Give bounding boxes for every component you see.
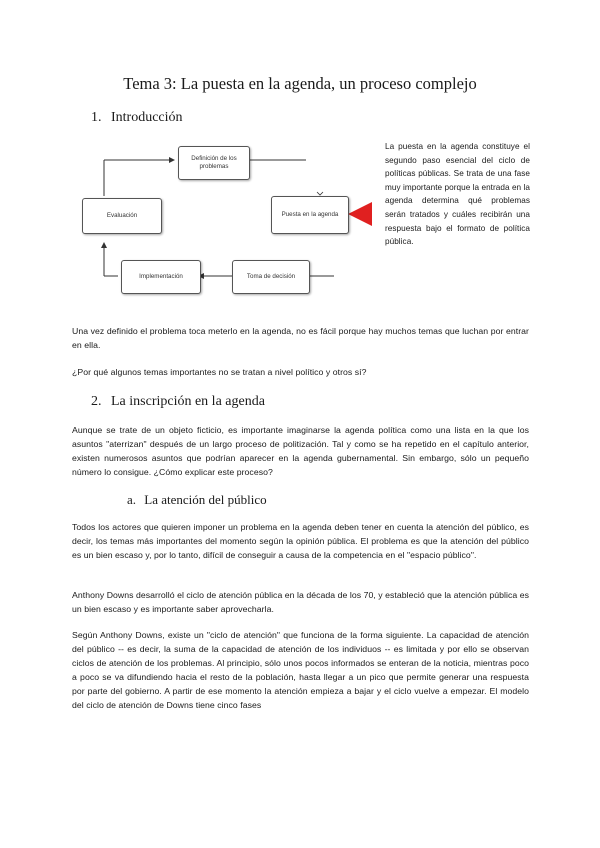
- paragraph-inscripcion: Aunque se trate de un objeto ficticio, es importante imaginarse la agenda política como una lista en la que los asuntos "aterrizan" después de un largo proceso de politización. Tal y como se ha repetido en el capítulo anterior, existen numerosos asuntos que podrían aparecer en la agenda gubernamental. Sin embargo, sólo un pequeño número lo consigue. ¿Cómo explicar este proceso?: [72, 425, 529, 477]
- box-puesta-agenda: Puesta en la agenda: [271, 196, 349, 234]
- paragraph-atencion-1: Todos los actores que quieren imponer un problema en la agenda deben tener en cuenta la atención del público, es decir, los temas más importantes del momento según la opinión pública. El problema es que la atención del público es un bien escaso y, por lo tanto, difícil de conseguir a causa de la competencia en el "espacio público".: [72, 522, 529, 560]
- section-title: Introducción: [111, 110, 183, 125]
- section-heading-introduccion: [91, 110, 183, 126]
- page-title: Tema 3: La puesta en la agenda, un proceso complejo: [123, 74, 477, 93]
- box-implementacion: Implementación: [121, 260, 201, 294]
- paragraph-atencion-3: Según Anthony Downs, existe un "ciclo de atención" que funciona de la forma siguiente. La capacidad de atención del público -- es decir, la suma de la capacidad de atención de los individuos -- es limitada y por ello se observan ciclos de atención de los problemas. Al principio, sólo unos pocos informados se enteran de la noticia, mientras poco a poco se va difundiendo hacia el resto de la población, hasta llegar a un pico que permite generar una respuesta por parte del gobierno. A partir de ese momento la atención empieza a bajar y el ciclo vuelve a empezar. El modelo del ciclo de atención de Downs tiene cinco fases: [72, 630, 529, 710]
- paragraph-atencion-2: Anthony Downs desarrolló el ciclo de atención pública en la década de los 70, y estableció que la atención pública es un bien escaso y es importante saber aprovecharla.: [72, 590, 529, 614]
- box-toma-decision: Toma de decisión: [232, 260, 310, 294]
- box-evaluacion: Evaluación: [82, 198, 162, 234]
- section-heading-inscripcion: [91, 394, 265, 410]
- intro-side-text: La puesta en la agenda constituye el segundo paso esencial del ciclo de políticas públicas. Se trata de una fase muy importante porque la entrada en la agenda determina qué problemas serán tratados y cuáles recibirán una respuesta bajo el formato de política pública.: [385, 142, 530, 247]
- section-number: 2.: [91, 394, 102, 409]
- section-title: La inscripción en la agenda: [111, 394, 265, 409]
- subsection-letter: a.: [127, 492, 137, 507]
- subsection-heading-atencion: [127, 492, 267, 508]
- policy-cycle-diagram: [74, 138, 374, 308]
- paragraph-intro-question: ¿Por qué algunos temas importantes no se tratan a nivel político y otros sí?: [72, 367, 367, 377]
- connector-tick: [317, 192, 323, 195]
- box-definicion: Definición de los problemas: [178, 146, 250, 180]
- subsection-title: La atención del público: [144, 492, 267, 507]
- section-number: 1.: [91, 110, 102, 125]
- paragraph-intro-1: Una vez definido el problema toca meterlo en la agenda, no es fácil porque hay muchos temas que luchan por entrar en ella.: [72, 326, 529, 350]
